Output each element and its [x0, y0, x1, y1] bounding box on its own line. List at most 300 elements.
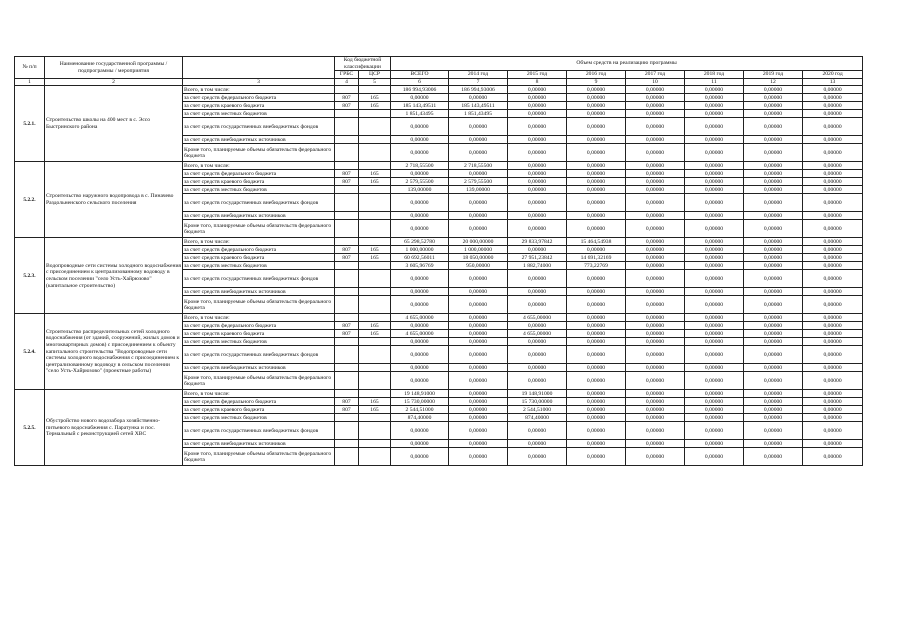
section-number: 5.2.2.: [15, 162, 45, 238]
year-value: 0,00000: [803, 440, 863, 448]
year-value: 0,00000: [803, 102, 863, 110]
csr-code: [359, 288, 391, 296]
year-value: 0,00000: [567, 414, 626, 422]
year-value: 0,00000: [626, 144, 685, 162]
funding-source: Всего, в том числе:: [183, 314, 335, 322]
csr-code: [359, 186, 391, 194]
year-value: 0,00000: [803, 270, 863, 288]
year-value: 0,00000: [803, 118, 863, 136]
funding-source: за счет средств краевого бюджета: [183, 406, 335, 414]
total-value: 0,00000: [391, 296, 449, 314]
csr-code: 165: [359, 178, 391, 186]
grbs-code: [335, 194, 359, 212]
year-value: 0,00000: [685, 364, 744, 372]
year-value: 0,00000: [685, 162, 744, 170]
year-value: 1 851,43495: [449, 110, 508, 118]
grbs-code: [335, 372, 359, 390]
funding-source: за счет средств государственных внебюджетных фондов: [183, 422, 335, 440]
year-value: 0,00000: [685, 102, 744, 110]
year-value: 0,00000: [449, 314, 508, 322]
year-value: 0,00000: [508, 194, 567, 212]
year-value: 0,00000: [508, 364, 567, 372]
grbs-code: 807: [335, 254, 359, 262]
year-value: 0,00000: [803, 220, 863, 238]
year-value: 0,00000: [803, 422, 863, 440]
table-header: [15, 57, 863, 86]
header-funds: Объем средств на реализацию программы: [391, 57, 863, 71]
grbs-code: [335, 448, 359, 466]
year-value: 0,00000: [803, 288, 863, 296]
year-value: 0,00000: [626, 86, 685, 94]
table-body: [15, 86, 863, 466]
year-value: 0,00000: [508, 288, 567, 296]
grbs-code: [335, 364, 359, 372]
year-value: 0,00000: [685, 194, 744, 212]
year-value: 0,00000: [744, 194, 803, 212]
csr-code: 165: [359, 330, 391, 338]
year-value: 0,00000: [449, 194, 508, 212]
funding-source: за счет средств федерального бюджета: [183, 94, 335, 102]
csr-code: 165: [359, 246, 391, 254]
grbs-code: 807: [335, 170, 359, 178]
year-value: 0,00000: [685, 86, 744, 94]
csr-code: [359, 440, 391, 448]
funding-source: за счет средств государственных внебюджетных фондов: [183, 270, 335, 288]
year-value: 0,00000: [685, 338, 744, 346]
csr-code: 165: [359, 102, 391, 110]
year-value: 0,00000: [449, 212, 508, 220]
total-value: 1 000,00000: [391, 246, 449, 254]
table-row: [15, 86, 863, 94]
year-value: 0,00000: [803, 162, 863, 170]
year-value: 0,00000: [744, 186, 803, 194]
column-index-cell: 2: [45, 79, 183, 86]
year-value: 0,00000: [744, 270, 803, 288]
year-value: 0,00000: [744, 448, 803, 466]
year-value: 0,00000: [744, 162, 803, 170]
csr-code: [359, 144, 391, 162]
csr-code: [359, 262, 391, 270]
year-value: 2 544,51000: [508, 406, 567, 414]
csr-code: [359, 390, 391, 398]
year-value: 0,00000: [449, 136, 508, 144]
year-value: 0,00000: [508, 212, 567, 220]
year-value: 0,00000: [567, 398, 626, 406]
year-value: 0,00000: [567, 136, 626, 144]
year-value: 0,00000: [626, 178, 685, 186]
grbs-code: [335, 440, 359, 448]
year-value: 0,00000: [803, 346, 863, 364]
year-value: 0,00000: [626, 110, 685, 118]
year-value: 27 951,23842: [508, 254, 567, 262]
year-value: 0,00000: [744, 372, 803, 390]
year-value: 0,00000: [803, 296, 863, 314]
year-value: 0,00000: [508, 178, 567, 186]
grbs-code: [335, 118, 359, 136]
year-value: 0,00000: [803, 212, 863, 220]
funding-source: Кроме того, планируемые объемы обязательств федерального бюджета: [183, 448, 335, 466]
year-value: 0,00000: [803, 170, 863, 178]
total-value: 4 655,00000: [391, 314, 449, 322]
year-value: 0,00000: [626, 254, 685, 262]
year-value: 0,00000: [567, 212, 626, 220]
section-name: Строительство школы на 400 мест в с. Эссо Быстринского района: [45, 86, 183, 162]
grbs-code: [335, 346, 359, 364]
grbs-code: [335, 390, 359, 398]
year-value: 0,00000: [744, 212, 803, 220]
year-value: 0,00000: [449, 94, 508, 102]
year-value: 0,00000: [803, 262, 863, 270]
year-value: 0,00000: [803, 322, 863, 330]
total-value: 2 544,51000: [391, 406, 449, 414]
funding-source: за счет средств государственных внебюджетных фондов: [183, 346, 335, 364]
total-value: 185 143,49511: [391, 102, 449, 110]
grbs-code: [335, 220, 359, 238]
year-value: 29 833,97842: [508, 238, 567, 246]
funding-source: за счет средств местных бюджетов: [183, 338, 335, 346]
program-table-page: [14, 56, 862, 466]
header-name: Наименование государственной программы / подпрограммы / мероприятия: [45, 57, 183, 79]
year-value: 0,00000: [744, 422, 803, 440]
column-index-cell: 7: [449, 79, 508, 86]
year-value: 0,00000: [626, 136, 685, 144]
total-value: 0,00000: [391, 372, 449, 390]
header-year: 2016 год: [567, 71, 626, 79]
year-value: 0,00000: [803, 186, 863, 194]
year-value: 0,00000: [567, 194, 626, 212]
header-year: 2020 год: [803, 71, 863, 79]
year-value: 0,00000: [567, 220, 626, 238]
funding-source: Всего, в том числе:: [183, 390, 335, 398]
csr-code: 165: [359, 254, 391, 262]
year-value: 0,00000: [744, 238, 803, 246]
year-value: 0,00000: [567, 314, 626, 322]
csr-code: [359, 220, 391, 238]
csr-code: [359, 212, 391, 220]
grbs-code: [335, 136, 359, 144]
year-value: 0,00000: [803, 86, 863, 94]
year-value: 0,00000: [567, 94, 626, 102]
column-index-row: [15, 79, 863, 86]
csr-code: [359, 414, 391, 422]
year-value: 0,00000: [685, 422, 744, 440]
year-value: 4 655,00000: [508, 314, 567, 322]
total-value: 0,00000: [391, 364, 449, 372]
grbs-code: [335, 296, 359, 314]
header-year: 2015 год: [508, 71, 567, 79]
year-value: 185 143,49511: [449, 102, 508, 110]
year-value: 0,00000: [626, 406, 685, 414]
year-value: 0,00000: [508, 220, 567, 238]
csr-code: 165: [359, 94, 391, 102]
year-value: 0,00000: [685, 346, 744, 364]
year-value: 0,00000: [626, 414, 685, 422]
year-value: 0,00000: [685, 144, 744, 162]
year-value: 0,00000: [685, 178, 744, 186]
year-value: 0,00000: [626, 338, 685, 346]
year-value: 0,00000: [685, 440, 744, 448]
year-value: 0,00000: [685, 170, 744, 178]
year-value: 0,00000: [803, 414, 863, 422]
section-name: Строительство распределительных сетей холодного водоснабжения (от зданий, сооружений, жилых домов и многоквартирных домов) с присоединением к объекту капитального строительства "Водопроводные сети системы холодного водоснабжения с присоединением к централизованному водоводу в сельском поселении "село Усть-Хайрюзово" (проектные работы): [45, 314, 183, 390]
funding-source: Кроме того, планируемые объемы обязательств федерального бюджета: [183, 144, 335, 162]
year-value: 0,00000: [567, 102, 626, 110]
year-value: 0,00000: [744, 288, 803, 296]
year-value: 874,40000: [508, 414, 567, 422]
total-value: 0,00000: [391, 448, 449, 466]
csr-code: 165: [359, 406, 391, 414]
csr-code: [359, 86, 391, 94]
year-value: 0,00000: [744, 398, 803, 406]
year-value: 0,00000: [567, 390, 626, 398]
year-value: 0,00000: [626, 422, 685, 440]
year-value: 0,00000: [803, 406, 863, 414]
year-value: 0,00000: [567, 296, 626, 314]
grbs-code: 807: [335, 330, 359, 338]
year-value: 0,00000: [449, 390, 508, 398]
section-name: Строительство наружного водопровода в с. Пиначево Раздольненского сельского поселения: [45, 162, 183, 238]
total-value: 139,00000: [391, 186, 449, 194]
header-source: [183, 57, 335, 79]
year-value: 0,00000: [508, 322, 567, 330]
total-value: 0,00000: [391, 118, 449, 136]
table-row: [15, 162, 863, 170]
year-value: 0,00000: [685, 372, 744, 390]
program-funding-table: [14, 56, 863, 466]
year-value: 0,00000: [803, 338, 863, 346]
year-value: 0,00000: [449, 414, 508, 422]
funding-source: Кроме того, планируемые объемы обязательств федерального бюджета: [183, 372, 335, 390]
year-value: 0,00000: [744, 86, 803, 94]
year-value: 0,00000: [626, 118, 685, 136]
year-value: 0,00000: [744, 254, 803, 262]
year-value: 0,00000: [685, 254, 744, 262]
year-value: 1 882,74000: [508, 262, 567, 270]
total-value: 0,00000: [391, 136, 449, 144]
year-value: 0,00000: [449, 364, 508, 372]
year-value: 0,00000: [685, 118, 744, 136]
grbs-code: [335, 186, 359, 194]
total-value: 2 718,55500: [391, 162, 449, 170]
csr-code: [359, 346, 391, 364]
csr-code: [359, 118, 391, 136]
year-value: 0,00000: [744, 406, 803, 414]
year-value: 0,00000: [508, 144, 567, 162]
year-value: 0,00000: [508, 170, 567, 178]
year-value: 0,00000: [567, 118, 626, 136]
grbs-code: [335, 262, 359, 270]
table-row: [15, 314, 863, 322]
year-value: 15 730,00000: [508, 398, 567, 406]
section-name: Обустройство нового водозабора хозяйственно-питьевого водоснабжения с. Паратунка и пос. Термальный с реконструкцией сетей ХВС: [45, 390, 183, 466]
csr-code: [359, 338, 391, 346]
funding-source: за счет средств внебюджетных источников: [183, 364, 335, 372]
year-value: 0,00000: [449, 220, 508, 238]
csr-code: 165: [359, 398, 391, 406]
funding-source: за счет средств краевого бюджета: [183, 330, 335, 338]
total-value: 0,00000: [391, 346, 449, 364]
funding-source: Всего, в том числе:: [183, 162, 335, 170]
grbs-code: [335, 144, 359, 162]
year-value: 4 655,00000: [508, 330, 567, 338]
year-value: 0,00000: [449, 398, 508, 406]
column-index-cell: 9: [567, 79, 626, 86]
year-value: 0,00000: [567, 372, 626, 390]
header-code: Код бюджетной классификации: [335, 57, 391, 71]
year-value: 0,00000: [744, 330, 803, 338]
year-value: 0,00000: [685, 398, 744, 406]
year-value: 0,00000: [626, 364, 685, 372]
year-value: 0,00000: [803, 390, 863, 398]
year-value: 19 148,91000: [508, 390, 567, 398]
year-value: 0,00000: [508, 86, 567, 94]
year-value: 0,00000: [685, 270, 744, 288]
funding-source: Всего, в том числе:: [183, 86, 335, 94]
year-value: 0,00000: [567, 364, 626, 372]
year-value: 0,00000: [744, 178, 803, 186]
year-value: 0,00000: [567, 288, 626, 296]
total-value: 1 851,43495: [391, 110, 449, 118]
funding-source: за счет средств федерального бюджета: [183, 398, 335, 406]
grbs-code: [335, 414, 359, 422]
total-value: 19 148,91000: [391, 390, 449, 398]
year-value: 0,00000: [508, 136, 567, 144]
year-value: 0,00000: [449, 170, 508, 178]
year-value: 0,00000: [685, 314, 744, 322]
year-value: 0,00000: [744, 94, 803, 102]
year-value: 0,00000: [803, 94, 863, 102]
column-index-cell: 4: [335, 79, 359, 86]
year-value: 0,00000: [508, 422, 567, 440]
year-value: 0,00000: [626, 102, 685, 110]
funding-source: за счет средств местных бюджетов: [183, 262, 335, 270]
year-value: 0,00000: [626, 246, 685, 254]
funding-source: Кроме того, планируемые объемы обязательств федерального бюджета: [183, 296, 335, 314]
column-index-cell: 6: [391, 79, 449, 86]
year-value: 0,00000: [567, 186, 626, 194]
year-value: 0,00000: [626, 346, 685, 364]
total-value: 0,00000: [391, 220, 449, 238]
year-value: 0,00000: [803, 144, 863, 162]
year-value: 0,00000: [508, 440, 567, 448]
funding-source: за счет средств внебюджетных источников: [183, 288, 335, 296]
grbs-code: [335, 238, 359, 246]
year-value: 0,00000: [567, 322, 626, 330]
total-value: 0,00000: [391, 270, 449, 288]
column-index-cell: 12: [744, 79, 803, 86]
year-value: 0,00000: [626, 372, 685, 390]
year-value: 773,22769: [567, 262, 626, 270]
year-value: 0,00000: [508, 372, 567, 390]
year-value: 0,00000: [744, 246, 803, 254]
year-value: 0,00000: [744, 110, 803, 118]
year-value: 0,00000: [803, 238, 863, 246]
total-value: 2 579,55500: [391, 178, 449, 186]
grbs-code: [335, 162, 359, 170]
year-value: 0,00000: [685, 246, 744, 254]
year-value: 0,00000: [626, 220, 685, 238]
year-value: 0,00000: [685, 110, 744, 118]
year-value: 0,00000: [744, 440, 803, 448]
year-value: 0,00000: [567, 86, 626, 94]
csr-code: [359, 422, 391, 440]
year-value: 0,00000: [685, 220, 744, 238]
year-value: 18 050,00000: [449, 254, 508, 262]
total-value: 0,00000: [391, 288, 449, 296]
year-value: 0,00000: [567, 144, 626, 162]
year-value: 0,00000: [803, 314, 863, 322]
header-num: № п/п: [15, 57, 45, 79]
year-value: 0,00000: [803, 254, 863, 262]
total-value: 0,00000: [391, 194, 449, 212]
year-value: 0,00000: [744, 314, 803, 322]
total-value: 0,00000: [391, 94, 449, 102]
total-value: 4 655,00000: [391, 330, 449, 338]
year-value: 0,00000: [744, 414, 803, 422]
year-value: 0,00000: [744, 364, 803, 372]
year-value: 0,00000: [685, 212, 744, 220]
year-value: 0,00000: [626, 440, 685, 448]
header-csr: ЦСР: [359, 71, 391, 79]
funding-source: за счет средств государственных внебюджетных фондов: [183, 118, 335, 136]
year-value: 0,00000: [626, 314, 685, 322]
total-value: 3 605,96769: [391, 262, 449, 270]
section-number: 5.2.3.: [15, 238, 45, 314]
csr-code: [359, 448, 391, 466]
year-value: 0,00000: [449, 330, 508, 338]
header-total: ВСЕГО: [391, 71, 449, 79]
section-number: 5.2.4.: [15, 314, 45, 390]
column-index-cell: 5: [359, 79, 391, 86]
funding-source: Всего, в том числе:: [183, 238, 335, 246]
year-value: 0,00000: [685, 322, 744, 330]
year-value: 0,00000: [567, 246, 626, 254]
csr-code: [359, 364, 391, 372]
year-value: 0,00000: [744, 296, 803, 314]
year-value: 14 691,32169: [567, 254, 626, 262]
grbs-code: [335, 422, 359, 440]
year-value: 0,00000: [744, 390, 803, 398]
grbs-code: 807: [335, 178, 359, 186]
year-value: 0,00000: [803, 246, 863, 254]
year-value: 0,00000: [567, 346, 626, 364]
year-value: 0,00000: [567, 270, 626, 288]
csr-code: [359, 296, 391, 314]
grbs-code: [335, 338, 359, 346]
funding-source: за счет средств местных бюджетов: [183, 186, 335, 194]
table-row: [15, 390, 863, 398]
year-value: 0,00000: [567, 178, 626, 186]
funding-source: за счет средств федерального бюджета: [183, 170, 335, 178]
csr-code: [359, 162, 391, 170]
header-year: 2017 год: [626, 71, 685, 79]
year-value: 0,00000: [626, 170, 685, 178]
year-value: 0,00000: [508, 448, 567, 466]
csr-code: [359, 372, 391, 390]
year-value: 0,00000: [626, 390, 685, 398]
csr-code: [359, 136, 391, 144]
year-value: 0,00000: [449, 338, 508, 346]
year-value: 0,00000: [803, 448, 863, 466]
year-value: 0,00000: [685, 296, 744, 314]
year-value: 0,00000: [685, 186, 744, 194]
funding-source: за счет средств краевого бюджета: [183, 178, 335, 186]
year-value: 0,00000: [449, 322, 508, 330]
year-value: 0,00000: [508, 186, 567, 194]
year-value: 0,00000: [567, 330, 626, 338]
year-value: 0,00000: [626, 288, 685, 296]
year-value: 0,00000: [685, 448, 744, 466]
